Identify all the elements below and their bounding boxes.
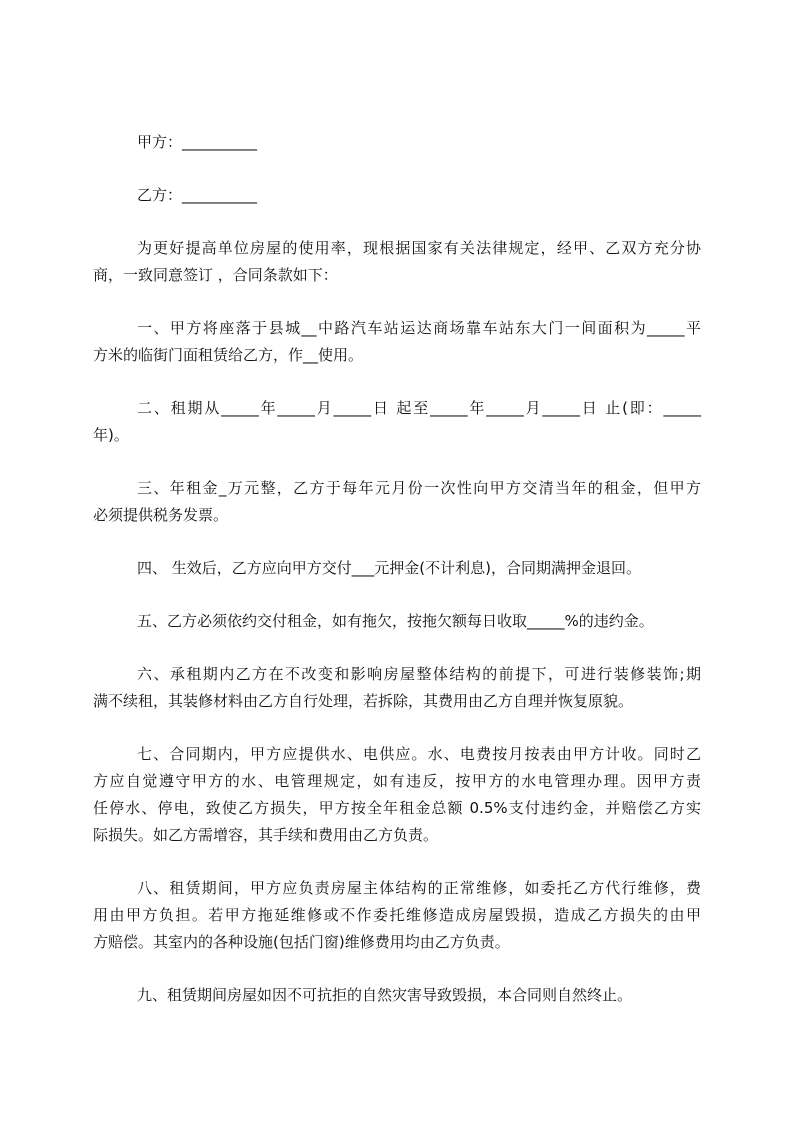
clause-2-line-1: 二、租期从_____年_____月_____日 起至_____年_____月_____日 止(即：_____ [137, 399, 701, 417]
clause-7-line-2: 方应自觉遵守甲方的水、电管理规定，如有违反，按甲方的水电管理办理。因甲方责 [93, 772, 701, 790]
clause-4-line-1: 四、 生效后，乙方应向甲方交付___元押金(不计利息)，合同期满押金退回。 [137, 559, 641, 577]
clause-7-line-3: 任停水、停电，致使乙方损失，甲方按全年租金总额 0.5%支付违约金，并赔偿乙方实 [93, 799, 701, 817]
intro-line-1: 为更好提高单位房屋的使用率，现根据国家有关法律规定，经甲、乙双方充分协 [137, 239, 701, 257]
party-b-line: 乙方：__________ [137, 186, 258, 204]
clause-1-line-2: 方米的临街门面租赁给乙方，作__使用。 [93, 346, 364, 364]
clause-9-line-1: 九、租赁期间房屋如因不可抗拒的自然灾害导致毁损，本合同则自然终止。 [137, 986, 633, 1004]
clause-8-line-3: 方赔偿。其室内的各种设施(包括门窗)维修费用均由乙方负责。 [93, 933, 510, 951]
clause-6-line-2: 满不续租，其装修材料由乙方自行处理，若拆除，其费用由乙方自理并恢复原貌。 [93, 692, 634, 710]
clause-8-line-1: 八、租赁期间，甲方应负责房屋主体结构的正常维修，如委托乙方代行维修，费 [137, 879, 701, 897]
clause-8-line-2: 用由甲方负担。若甲方拖延维修或不作委托维修造成房屋毁损，造成乙方损失的由甲 [93, 906, 701, 924]
clause-3-line-1: 三、年租金_万元整，乙方于每年元月份一次性向甲方交清当年的租金，但甲方 [137, 479, 701, 497]
clause-7-line-1: 七、合同期内，甲方应提供水、电供应。水、电费按月按表由甲方计收。同时乙 [137, 745, 701, 763]
clause-1-line-1: 一、甲方将座落于县城__中路汽车站运达商场靠车站东大门一间面积为_____平 [137, 319, 701, 337]
party-a-line: 甲方：__________ [137, 133, 258, 151]
clause-5-line-1: 五、乙方必须依约交付租金，如有拖欠，按拖欠额每日收取_____%的违约金。 [137, 612, 654, 630]
clause-6-line-1: 六、承租期内乙方在不改变和影响房屋整体结构的前提下，可进行装修装饰;期 [137, 665, 701, 683]
clause-3-line-2: 必须提供税务发票。 [93, 506, 229, 524]
clause-7-line-4: 际损失。如乙方需增容，其手续和费用由乙方负责。 [93, 826, 439, 844]
clause-2-line-2: 年)。 [93, 426, 129, 444]
intro-line-2: 商，一致同意签订 ，合同条款如下： [93, 266, 338, 284]
